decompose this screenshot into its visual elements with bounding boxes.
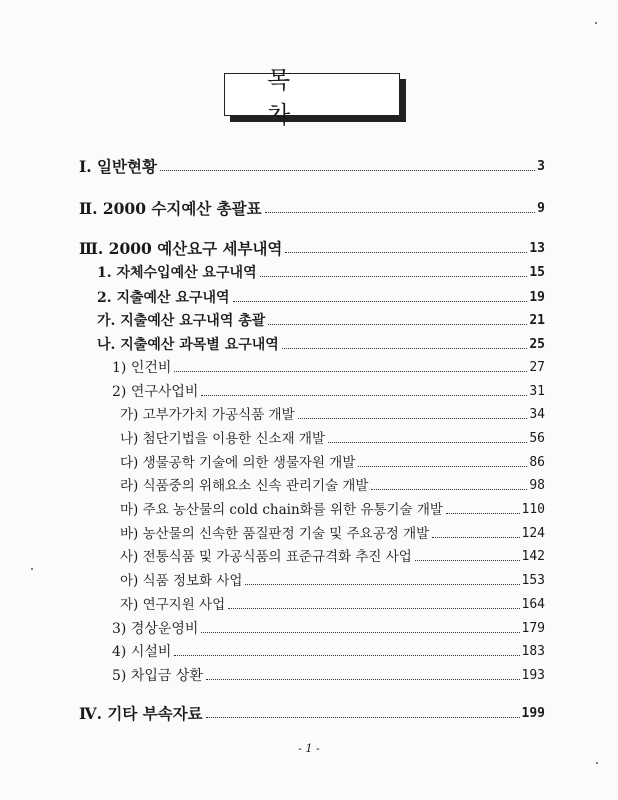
toc-entry-label: 나) 첨단기법을 이용한 신소재 개발	[120, 431, 326, 447]
toc-entry[interactable]	[120, 573, 545, 589]
toc-entry-label: 가) 고부가가치 가공식품 개발	[120, 407, 295, 423]
toc-leader	[358, 466, 527, 467]
toc-leader	[371, 489, 527, 490]
toc-title: 목 차	[224, 73, 400, 116]
page-number: - 1 -	[298, 742, 320, 755]
toc-entry[interactable]	[112, 644, 545, 660]
toc-entry[interactable]	[97, 313, 545, 329]
toc-leader	[415, 560, 520, 561]
toc-entry-page: 142	[521, 549, 545, 564]
toc-entry-label: 2) 연구사업비	[112, 384, 199, 400]
toc-entry-page: 15	[529, 265, 545, 280]
toc-entry[interactable]	[79, 159, 545, 175]
toc-entry-label: Ⅰ. 일반현황	[79, 157, 157, 176]
toc-entry[interactable]	[120, 455, 545, 471]
toc-leader	[432, 537, 519, 538]
toc-entry-label: 바) 농산물의 신속한 품질판정 기술 및 주요공정 개발	[120, 526, 430, 542]
toc-leader	[206, 679, 520, 680]
toc-entry-page: 110	[521, 502, 545, 517]
toc-entry[interactable]	[112, 360, 545, 376]
scan-speck	[595, 22, 597, 24]
toc-leader	[268, 324, 527, 325]
toc-leader	[228, 608, 519, 609]
toc-leader	[328, 442, 527, 443]
toc-entry-page: 56	[529, 431, 545, 446]
scan-speck	[31, 568, 33, 570]
toc-entry-label: 아) 식품 정보화 사업	[120, 573, 243, 589]
toc-entry[interactable]	[120, 407, 545, 423]
toc-entry[interactable]	[97, 337, 545, 353]
toc-entry-label: 5) 차입금 상환	[112, 668, 203, 684]
toc-entry[interactable]	[112, 668, 545, 684]
toc-entry-page: 153	[521, 573, 545, 588]
toc-entry[interactable]	[79, 201, 545, 217]
toc-entry-page: 27	[529, 360, 545, 375]
toc-entry-page: 34	[529, 407, 545, 422]
toc-entry-label: 자) 연구지원 사업	[120, 597, 226, 613]
toc-leader	[174, 371, 527, 372]
toc-entry-label: 가. 지출예산 요구내역 총괄	[97, 313, 266, 329]
toc-entry-page: 179	[521, 621, 545, 636]
toc-entry[interactable]	[120, 549, 545, 565]
toc-entry-page: 164	[521, 597, 545, 612]
scan-speck	[596, 762, 598, 764]
toc-leader	[201, 632, 519, 633]
toc-entry[interactable]	[120, 431, 545, 447]
toc-entry-page: 21	[529, 313, 545, 328]
toc-leader	[245, 584, 519, 585]
toc-entry[interactable]	[97, 265, 545, 281]
toc-entry-page: 199	[521, 706, 545, 721]
toc-entry-label: 나. 지출예산 과목별 요구내역	[97, 337, 279, 353]
toc-leader	[160, 170, 535, 171]
toc-leader	[298, 418, 528, 419]
toc-entry-page: 3	[537, 159, 545, 174]
toc-entry[interactable]	[79, 706, 545, 722]
toc-entry-label: 2. 지출예산 요구내역	[97, 290, 230, 306]
toc-entry-page: 86	[529, 455, 545, 470]
toc-entry-page: 13	[529, 241, 545, 256]
toc-entry-label: 1. 자체수입예산 요구내역	[97, 265, 257, 281]
toc-entry-page: 31	[529, 384, 545, 399]
toc-leader	[174, 655, 519, 656]
toc-entry-label: 3) 경상운영비	[112, 621, 199, 637]
toc-entry[interactable]	[79, 241, 545, 257]
toc-entry[interactable]	[120, 526, 545, 542]
toc-leader	[206, 717, 520, 718]
toc-entry-page: 9	[537, 201, 545, 216]
toc-entry-label: 라) 식품중의 위해요소 신속 관리기술 개발	[120, 478, 369, 494]
toc-leader	[260, 276, 528, 277]
toc-leader	[446, 513, 520, 514]
toc-entry-page: 124	[521, 526, 545, 541]
toc-entry[interactable]	[112, 621, 545, 637]
toc-leader	[285, 252, 527, 253]
toc-entry-page: 183	[521, 644, 545, 659]
toc-entry-label: Ⅱ. 2000 수지예산 총괄표	[79, 199, 262, 218]
toc-entry-label: Ⅲ. 2000 예산요구 세부내역	[79, 239, 283, 258]
toc-entry-label: 4) 시설비	[112, 644, 172, 660]
toc-entry-label: 사) 전통식품 및 가공식품의 표준규격화 추진 사업	[120, 549, 412, 565]
toc-entry[interactable]	[112, 384, 545, 400]
toc-entry-label: Ⅳ. 기타 부속자료	[79, 704, 203, 723]
toc-entry[interactable]	[120, 502, 545, 518]
toc-entry-page: 25	[529, 337, 545, 352]
toc-leader	[233, 301, 528, 302]
toc-leader	[282, 348, 528, 349]
toc-entry[interactable]	[97, 290, 545, 306]
toc-entry-label: 마) 주요 농산물의 cold chain화를 위한 유통기술 개발	[120, 502, 443, 518]
toc-entry-label: 다) 생물공학 기술에 의한 생물자원 개발	[120, 455, 356, 471]
toc-entry[interactable]	[120, 597, 545, 613]
toc-entry-label: 1) 인건비	[112, 360, 172, 376]
toc-leader	[265, 212, 536, 213]
toc-entry-page: 193	[521, 668, 545, 683]
toc-entry-page: 98	[529, 478, 545, 493]
toc-entry-page: 19	[529, 290, 545, 305]
toc-leader	[201, 395, 527, 396]
toc-entry[interactable]	[120, 478, 545, 494]
